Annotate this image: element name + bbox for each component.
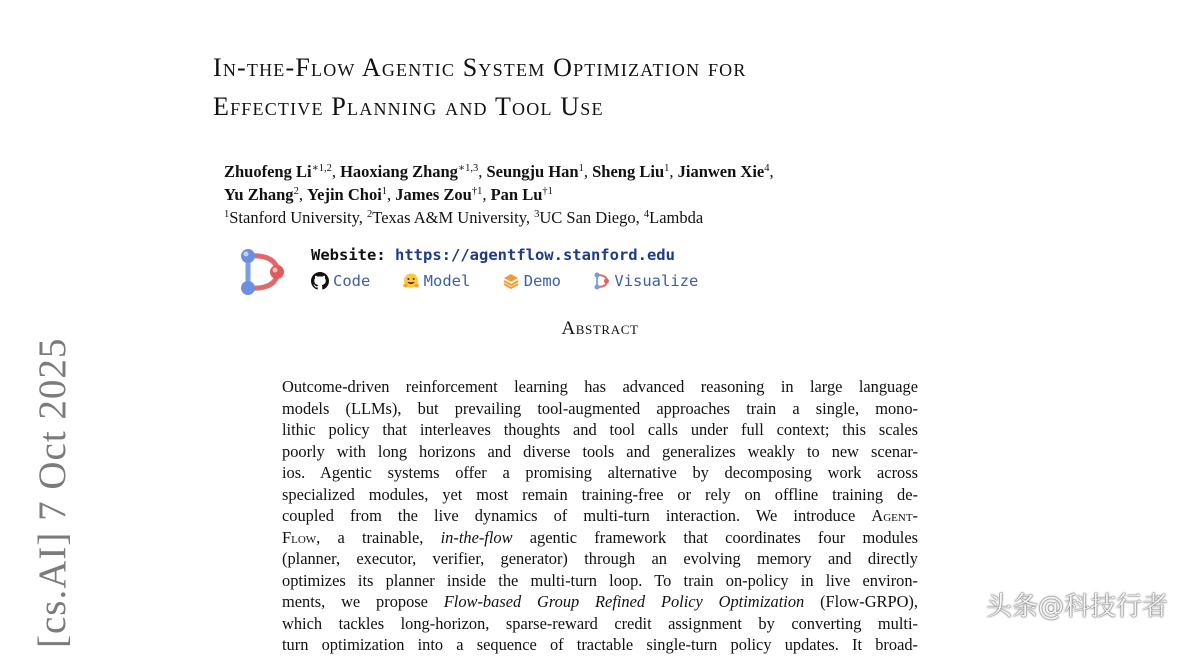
abstract-line: optimizes its planner inside the multi-turn loop. To train on-policy in live environ- bbox=[282, 570, 918, 590]
abstract-line: turn optimization into a sequence of tractable single-turn policy updates. It broad- bbox=[282, 635, 918, 654]
code-link[interactable] bbox=[311, 272, 370, 290]
abstract-line: poorly with long horizons and diverse tools and generalizes weakly to new scenar- bbox=[282, 441, 918, 461]
author-affiliation-mark: †1 bbox=[542, 186, 553, 197]
paper-title bbox=[213, 48, 1033, 126]
author-affiliation-mark: 1 bbox=[578, 163, 584, 174]
project-links bbox=[236, 244, 836, 296]
author-affiliation-mark: 1 bbox=[664, 163, 670, 174]
author-name: Pan Lu bbox=[490, 185, 543, 204]
abstract-text bbox=[282, 376, 918, 656]
affiliation-name: Lambda bbox=[649, 208, 704, 227]
model-link[interactable] bbox=[402, 272, 471, 290]
author-name: Seungju Han bbox=[486, 162, 579, 181]
affiliation-name: Texas A&M University bbox=[372, 208, 526, 227]
hugging-face-icon bbox=[402, 272, 420, 290]
visualize-icon bbox=[592, 272, 610, 290]
affiliation-name: Stanford University bbox=[229, 208, 359, 227]
abstract-line: ments, we propose Flow-based Group Refined Policy Optimization (Flow-GRPO), bbox=[282, 592, 918, 611]
website-label: Website: bbox=[311, 246, 386, 264]
github-icon bbox=[311, 272, 329, 290]
visualize-link[interactable] bbox=[592, 272, 698, 290]
website-line bbox=[311, 246, 675, 264]
agentflow-logo-icon bbox=[236, 246, 288, 298]
title-line-2: Effective Planning and Tool Use bbox=[213, 92, 604, 121]
website-link[interactable]: https://agentflow.stanford.edu bbox=[395, 246, 675, 264]
author-name: Sheng Liu bbox=[592, 162, 665, 181]
resource-links bbox=[311, 272, 720, 294]
author-name: Zhuofeng Li bbox=[224, 162, 312, 181]
affiliation-name: UC San Diego bbox=[539, 208, 636, 227]
model-label: Model bbox=[423, 272, 471, 290]
title-line-1: In-the-Flow Agentic System Optimization for bbox=[213, 53, 747, 82]
affiliation-number: 2 bbox=[367, 209, 373, 220]
abstract-line: ios. Agentic systems offer a promising alternative by decomposing work across bbox=[282, 463, 918, 482]
watermark: 头条@科技行者 bbox=[986, 592, 1169, 622]
author-name: Jianwen Xie bbox=[677, 162, 765, 181]
code-label: Code bbox=[333, 272, 371, 290]
author-affiliation-mark: 4 bbox=[764, 163, 770, 174]
author-line-1: Zhuofeng $Li^{∗1,2}$, Haoxiang Zhang$^{∗1,3}$, Seungju Han$^1$, Sheng Liu$^1$, Jianwen Xie$^4$, bbox=[224, 162, 774, 181]
author-name: James Zou bbox=[395, 185, 472, 204]
author-name: Haoxiang Zhang bbox=[340, 162, 458, 181]
demo-label: Demo bbox=[523, 272, 562, 290]
abstract-line: lithic policy that interleaves thoughts and tool calls under full context; this scales bbox=[282, 420, 918, 439]
abstract-heading: Abstract bbox=[561, 318, 639, 339]
demo-icon bbox=[502, 272, 520, 290]
affiliation-number: 1 bbox=[224, 209, 230, 220]
author-name: Yu Zhang bbox=[224, 185, 294, 204]
affiliation-number: 4 bbox=[643, 209, 650, 220]
author-name: Yejin Choi bbox=[307, 185, 382, 204]
visualize-label: Visualize bbox=[614, 272, 699, 290]
author-line-2: Yu Zhang$^2$, Yejin Choi$^1$, James Zou$^{\dagger 1}$, Pan Lu$^{\dagger 1}$ bbox=[224, 185, 553, 204]
abstract-line: Flow, a trainable, in-the-flow agentic framework that coordinates four modules bbox=[282, 527, 918, 547]
author-affiliation-mark: ∗1,3 bbox=[457, 163, 479, 174]
abstract-line: which tackles long-horizon, sparse-reward credit assignment by converting multi- bbox=[282, 613, 918, 633]
author-affiliation-mark: ∗1,2 bbox=[311, 163, 332, 174]
demo-link[interactable] bbox=[502, 272, 561, 290]
abstract-line: specialized modules, yet most remain training-free or rely on offline training de- bbox=[282, 484, 918, 504]
abstract-line: models (LLMs), but prevailing tool-augmented approaches train a single, mono- bbox=[282, 398, 918, 418]
author-affiliation-mark: 2 bbox=[293, 186, 299, 197]
author-affiliation-mark: 1 bbox=[381, 186, 388, 197]
affiliation-number: 3 bbox=[534, 209, 540, 220]
affiliations: $^1$Stanford University, $^2$Texas A&M University, $^3$UC San Diego, $^4$Lambda bbox=[224, 208, 704, 227]
abstract-line: Outcome-driven reinforcement learning has advanced reasoning in large language bbox=[282, 377, 918, 396]
abstract-line: (planner, executor, verifier, generator) through an evolving memory and directly bbox=[282, 549, 918, 568]
arxiv-identifier: [cs.AI] 7 Oct 2025 bbox=[31, 337, 74, 648]
abstract-line: coupled from the live dynamics of multi-turn interaction. We introduce Agent- bbox=[282, 506, 918, 525]
author-block bbox=[224, 160, 944, 229]
author-affiliation-mark: †1 bbox=[471, 186, 483, 197]
